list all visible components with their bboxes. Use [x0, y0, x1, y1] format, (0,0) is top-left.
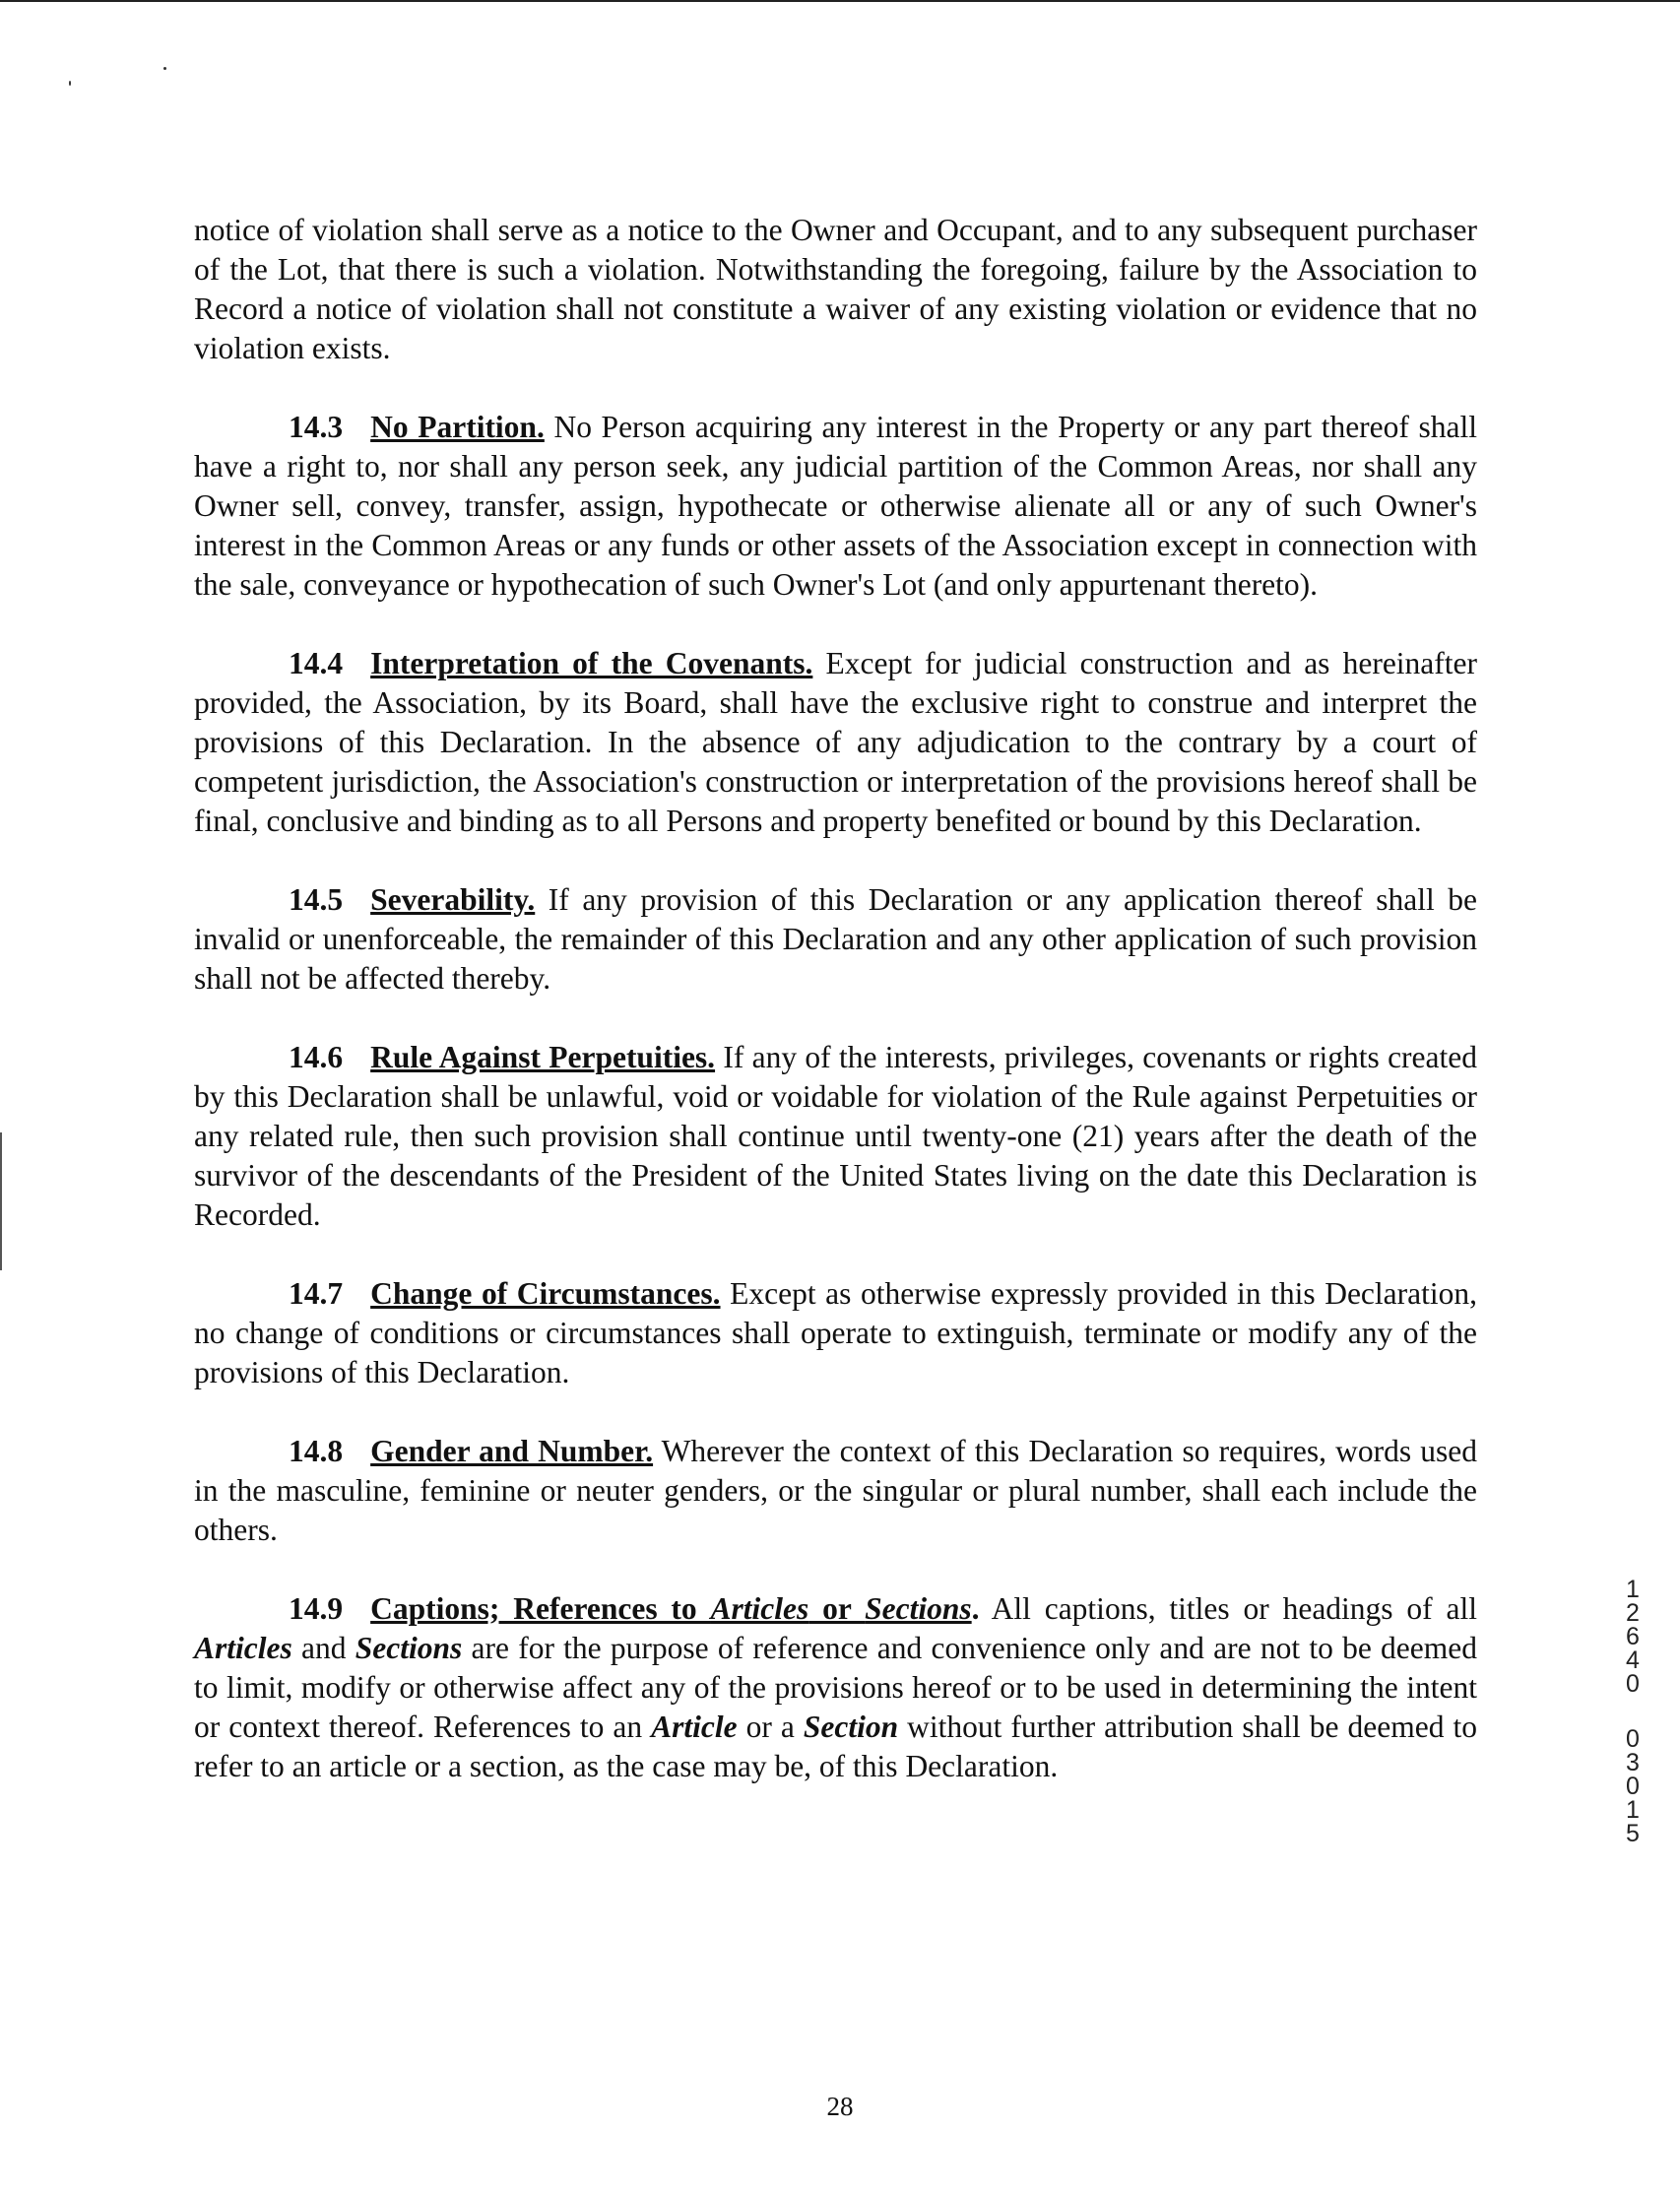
section-heading: Change of Circumstances.: [370, 1276, 721, 1311]
stamp-digit: 4: [1626, 1646, 1640, 1674]
stamp-digit: 3: [1626, 1749, 1640, 1776]
stamp-digit: 1: [1626, 1796, 1640, 1824]
body-text: All captions, titles or headings of all: [979, 1591, 1477, 1626]
section-heading: No Partition.: [370, 410, 545, 444]
heading-italic-articles: Articles: [710, 1591, 809, 1626]
section-body: No Person acquiring any interest in the Property or any part thereof shall have a right to, nor shall any person seek, any judicial partition of the Common Areas, nor shall any Owner sell, convey, transfer, assign, hypothecate or otherwise alienate all or any of such Owner's interest in the Common Areas or any funds or other assets of the Association except in connection with the sale, conveyance or hypothecation of such Owner's Lot (and only appurtenant thereto).: [194, 410, 1477, 602]
stamp-digit: 5: [1626, 1820, 1640, 1847]
section-body: Wherever the context of this Declaration so requires, words used in the masculine, feminine or neuter genders, or the singular or plural number, shall each include the others.: [194, 1434, 1477, 1547]
stamp-digit: 2: [1626, 1599, 1640, 1627]
stamp-digit: 0: [1626, 1725, 1640, 1753]
term-section: Section: [803, 1710, 899, 1744]
term-article: Article: [651, 1710, 738, 1744]
scan-edge-top: [0, 0, 1680, 2]
section-number: 14.9: [289, 1591, 344, 1626]
section-14-6: [194, 1038, 1477, 1235]
section-heading: Gender and Number.: [370, 1434, 654, 1468]
body-text: without further attribution shall be deemed to refer to an article or a section, as the case may be, of this Declaration.: [194, 1710, 1477, 1783]
section-14-7: [194, 1274, 1477, 1392]
scan-edge-left: [0, 1132, 2, 1270]
heading-text: or: [808, 1591, 866, 1626]
recording-stamp: [1613, 1578, 1652, 1845]
intro-paragraph: notice of violation shall serve as a notice to the Owner and Occupant, and to any subsequent purchaser of the Lot, that there is such a violation. Notwithstanding the foregoing, failure by the Association to Record a notice of violation shall not constitute a waiver of any existing violation or evidence that no violation exists.: [194, 213, 1477, 365]
heading-text: Captions; References to: [370, 1591, 711, 1626]
term-articles: Articles: [194, 1631, 292, 1665]
heading-italic-sections: Sections: [865, 1591, 972, 1626]
section-body: If any of the interests, privileges, covenants or rights created by this Declaration shall be unlawful, void or voidable for violation of the Rule against Perpetuities or any related rule, then such provision shall continue until twenty-one (21) years after the death of the survivor of the descendants of the President of the United States living on the date this Declaration is Recorded.: [194, 1040, 1477, 1232]
section-number: 14.7: [289, 1276, 344, 1311]
section-heading: Rule Against Perpetuities.: [370, 1040, 716, 1074]
section-body: Except as otherwise expressly provided in this Declaration, no change of conditions or circumstances shall operate to extinguish, terminate or modify any of the provisions of this Declaration.: [194, 1276, 1477, 1389]
section-14-3: [194, 408, 1477, 605]
section-heading: Severability.: [370, 882, 536, 917]
section-14-8: [194, 1432, 1477, 1550]
section-heading: Interpretation of the Covenants.: [370, 646, 813, 680]
stamp-page-number: [1613, 1727, 1652, 1845]
section-number: 14.3: [289, 410, 344, 444]
section-14-9: [194, 1589, 1477, 1786]
document-body: [194, 211, 1477, 1826]
section-number: 14.8: [289, 1434, 344, 1468]
body-text: are for the purpose of reference and convenience only and are not to be deemed to limit, modify or otherwise affect any of the provisions hereof or to be used in determining the intent or context thereof. References to an: [194, 1631, 1477, 1744]
section-heading: [370, 1591, 972, 1626]
section-14-4: [194, 644, 1477, 841]
body-text: and: [291, 1631, 355, 1665]
heading-period: .: [971, 1591, 980, 1626]
body-text: or a: [737, 1710, 804, 1744]
section-number: 14.6: [289, 1040, 344, 1074]
term-sections: Sections: [355, 1631, 463, 1665]
section-number: 14.5: [289, 882, 344, 917]
section-body: If any provision of this Declaration or any application thereof shall be invalid or unenforceable, the remainder of this Declaration and any other application of such provision shall not be affected thereby.: [194, 882, 1477, 996]
stamp-digit: 6: [1626, 1623, 1640, 1650]
section-body: Except for judicial construction and as hereinafter provided, the Association, by its Board, shall have the exclusive right to construe and interpret the provisions of this Declaration. In the absence of any adjudication to the contrary by a court of competent jurisdiction, the Association's construction or interpretation of the provisions hereof shall be final, conclusive and binding as to all Persons and property benefited or bound by this Declaration.: [194, 646, 1478, 838]
section-14-5: [194, 880, 1477, 999]
scan-speck: [69, 81, 71, 86]
stamp-book-number: [1613, 1578, 1652, 1696]
stamp-digit: 0: [1626, 1670, 1640, 1698]
page-number: 28: [826, 2092, 854, 2121]
stamp-digit: 0: [1626, 1773, 1640, 1800]
scan-speck: [163, 67, 166, 70]
section-number: 14.4: [289, 646, 344, 680]
stamp-digit: 1: [1626, 1576, 1640, 1603]
